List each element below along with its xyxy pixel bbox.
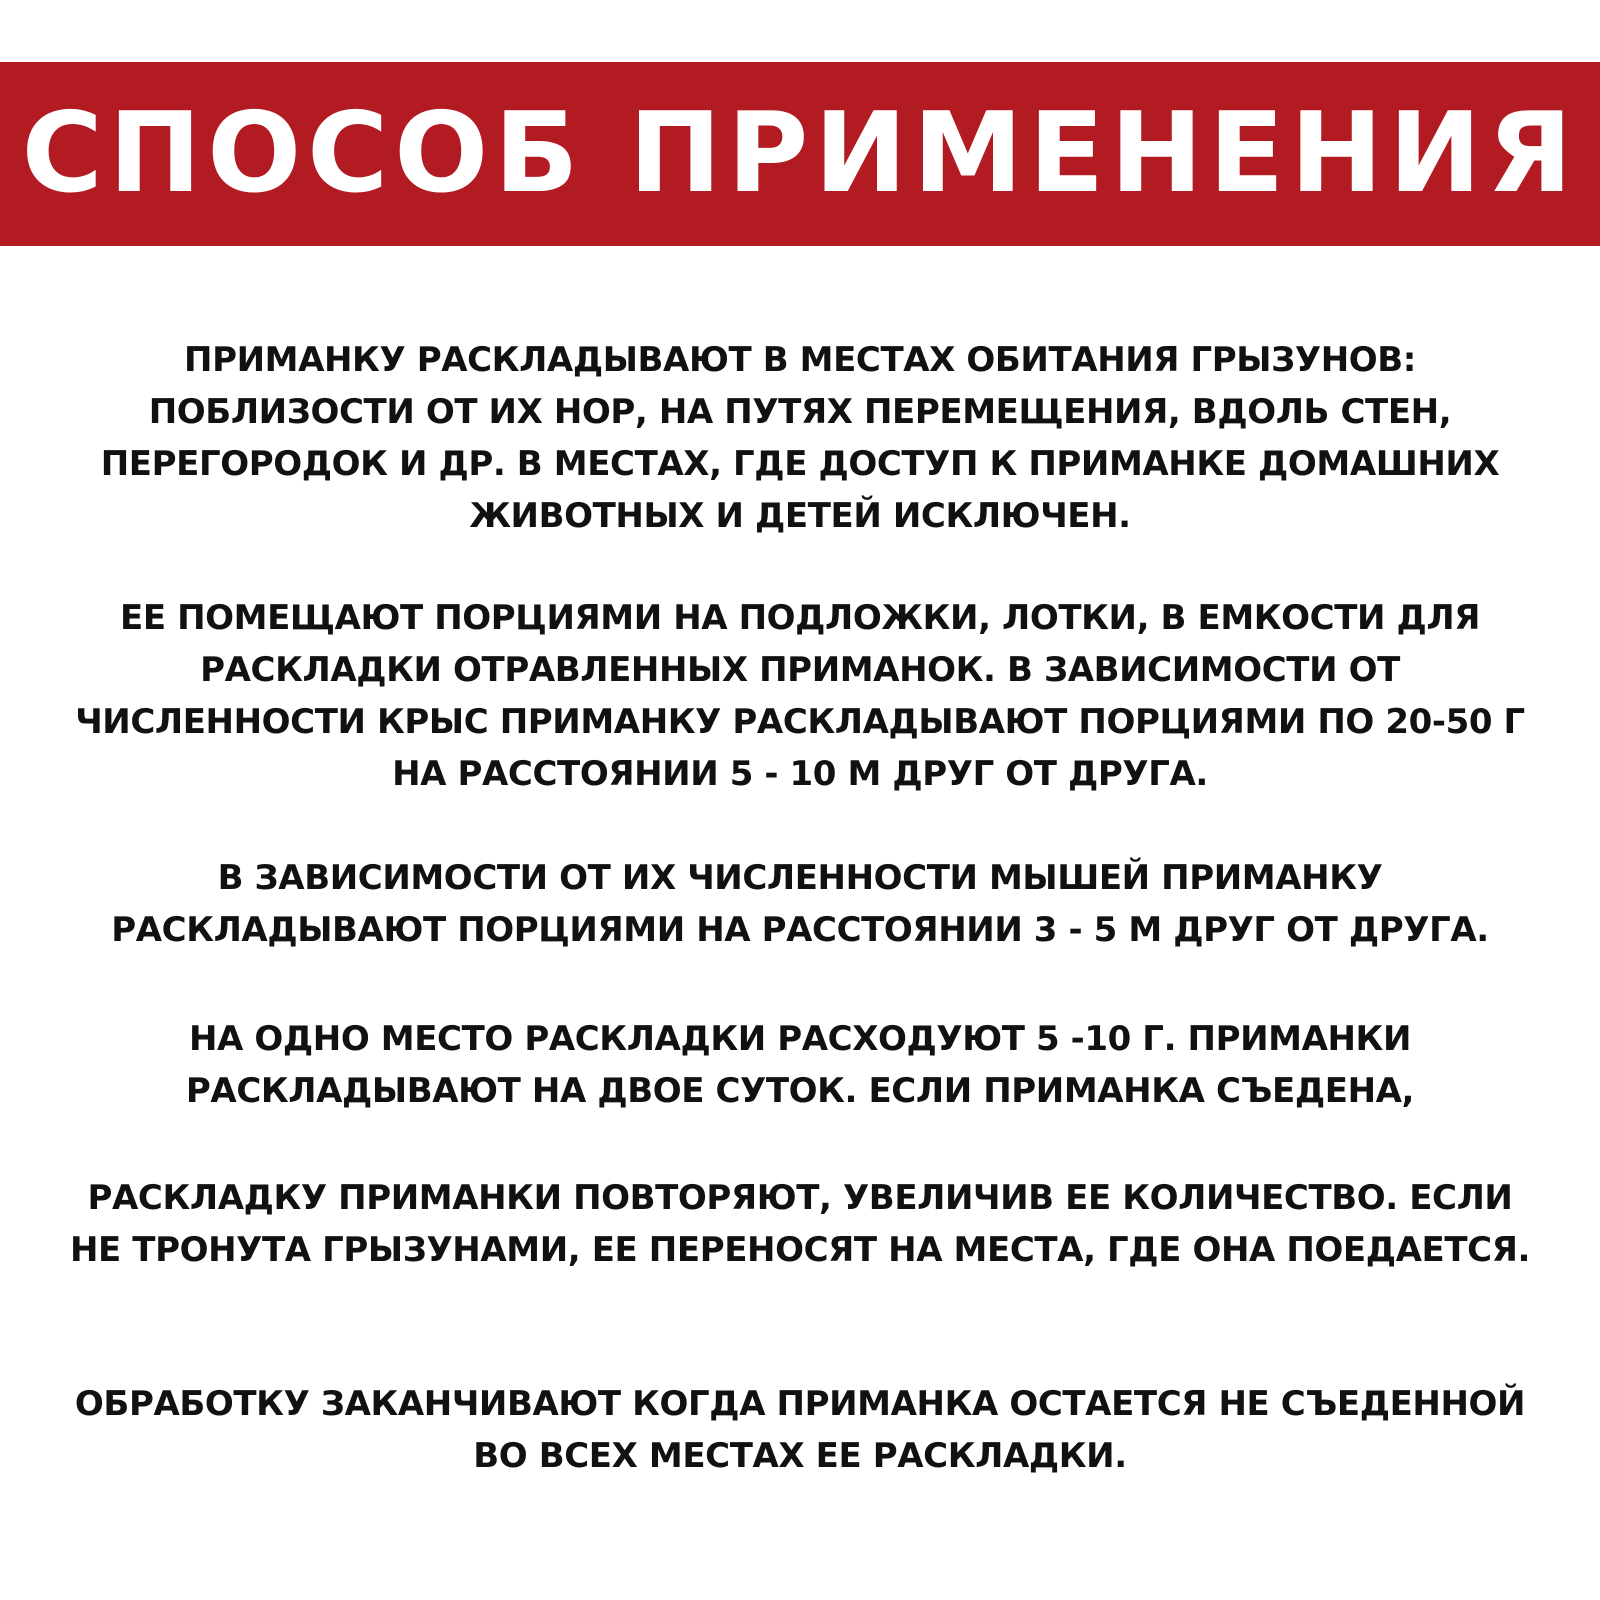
text-line: НА РАССТОЯНИИ 5 - 10 М ДРУГ ОТ ДРУГА.	[392, 754, 1208, 794]
text-line: ЕЕ ПОМЕЩАЮТ ПОРЦИЯМИ НА ПОДЛОЖКИ, ЛОТКИ, В ЕМКОСТИ ДЛЯ	[120, 598, 1480, 638]
text-line: ЖИВОТНЫХ И ДЕТЕЙ ИСКЛЮЧЕН.	[469, 496, 1131, 536]
page-title: СПОСОБ ПРИМЕНЕНИЯ	[21, 88, 1579, 218]
text-line: ЧИСЛЕННОСТИ КРЫС ПРИМАНКУ РАСКЛАДЫВАЮТ ПОРЦИЯМИ ПО 20-50 Г	[75, 702, 1525, 742]
paragraph-repeat	[0, 1172, 1600, 1276]
paragraph-rat-portions	[0, 592, 1600, 800]
paragraph-mouse-portions	[0, 852, 1600, 956]
text-line: ВО ВСЕХ МЕСТАХ ЕЕ РАСКЛАДКИ.	[473, 1436, 1127, 1476]
text-line: ПЕРЕГОРОДОК И ДР. В МЕСТАХ, ГДЕ ДОСТУП К ПРИМАНКЕ ДОМАШНИХ	[100, 444, 1500, 484]
text-line: В ЗАВИСИМОСТИ ОТ ИХ ЧИСЛЕННОСТИ МЫШЕЙ ПРИМАНКУ	[217, 858, 1383, 898]
text-line: РАСКЛАДКИ ОТРАВЛЕННЫХ ПРИМАНОК. В ЗАВИСИМОСТИ ОТ	[200, 650, 1400, 690]
paragraph-consumption	[0, 1013, 1600, 1117]
text-line: ОБРАБОТКУ ЗАКАНЧИВАЮТ КОГДА ПРИМАНКА ОСТАЕТСЯ НЕ СЪЕДЕННОЙ	[74, 1384, 1526, 1424]
text-line: РАСКЛАДЫВАЮТ ПОРЦИЯМИ НА РАССТОЯНИИ 3 - 5 М ДРУГ ОТ ДРУГА.	[111, 910, 1489, 950]
paragraph-placement	[0, 334, 1600, 542]
text-line: НЕ ТРОНУТА ГРЫЗУНАМИ, ЕЕ ПЕРЕНОСЯТ НА МЕСТА, ГДЕ ОНА ПОЕДАЕТСЯ.	[69, 1230, 1530, 1270]
text-line: ПРИМАНКУ РАСКЛАДЫВАЮТ В МЕСТАХ ОБИТАНИЯ ГРЫЗУНОВ:	[184, 340, 1416, 380]
text-line: РАСКЛАДЫВАЮТ НА ДВОЕ СУТОК. ЕСЛИ ПРИМАНКА СЪЕДЕНА,	[185, 1071, 1415, 1111]
text-line: РАСКЛАДКУ ПРИМАНКИ ПОВТОРЯЮТ, УВЕЛИЧИВ ЕЕ КОЛИЧЕСТВО. ЕСЛИ	[87, 1178, 1513, 1218]
text-line: ПОБЛИЗОСТИ ОТ ИХ НОР, НА ПУТЯХ ПЕРЕМЕЩЕНИЯ, ВДОЛЬ СТЕН,	[148, 392, 1452, 432]
paragraph-finish	[0, 1378, 1600, 1482]
title-banner	[0, 62, 1600, 246]
text-line: НА ОДНО МЕСТО РАСКЛАДКИ РАСХОДУЮТ 5 -10 Г. ПРИМАНКИ	[188, 1019, 1411, 1059]
